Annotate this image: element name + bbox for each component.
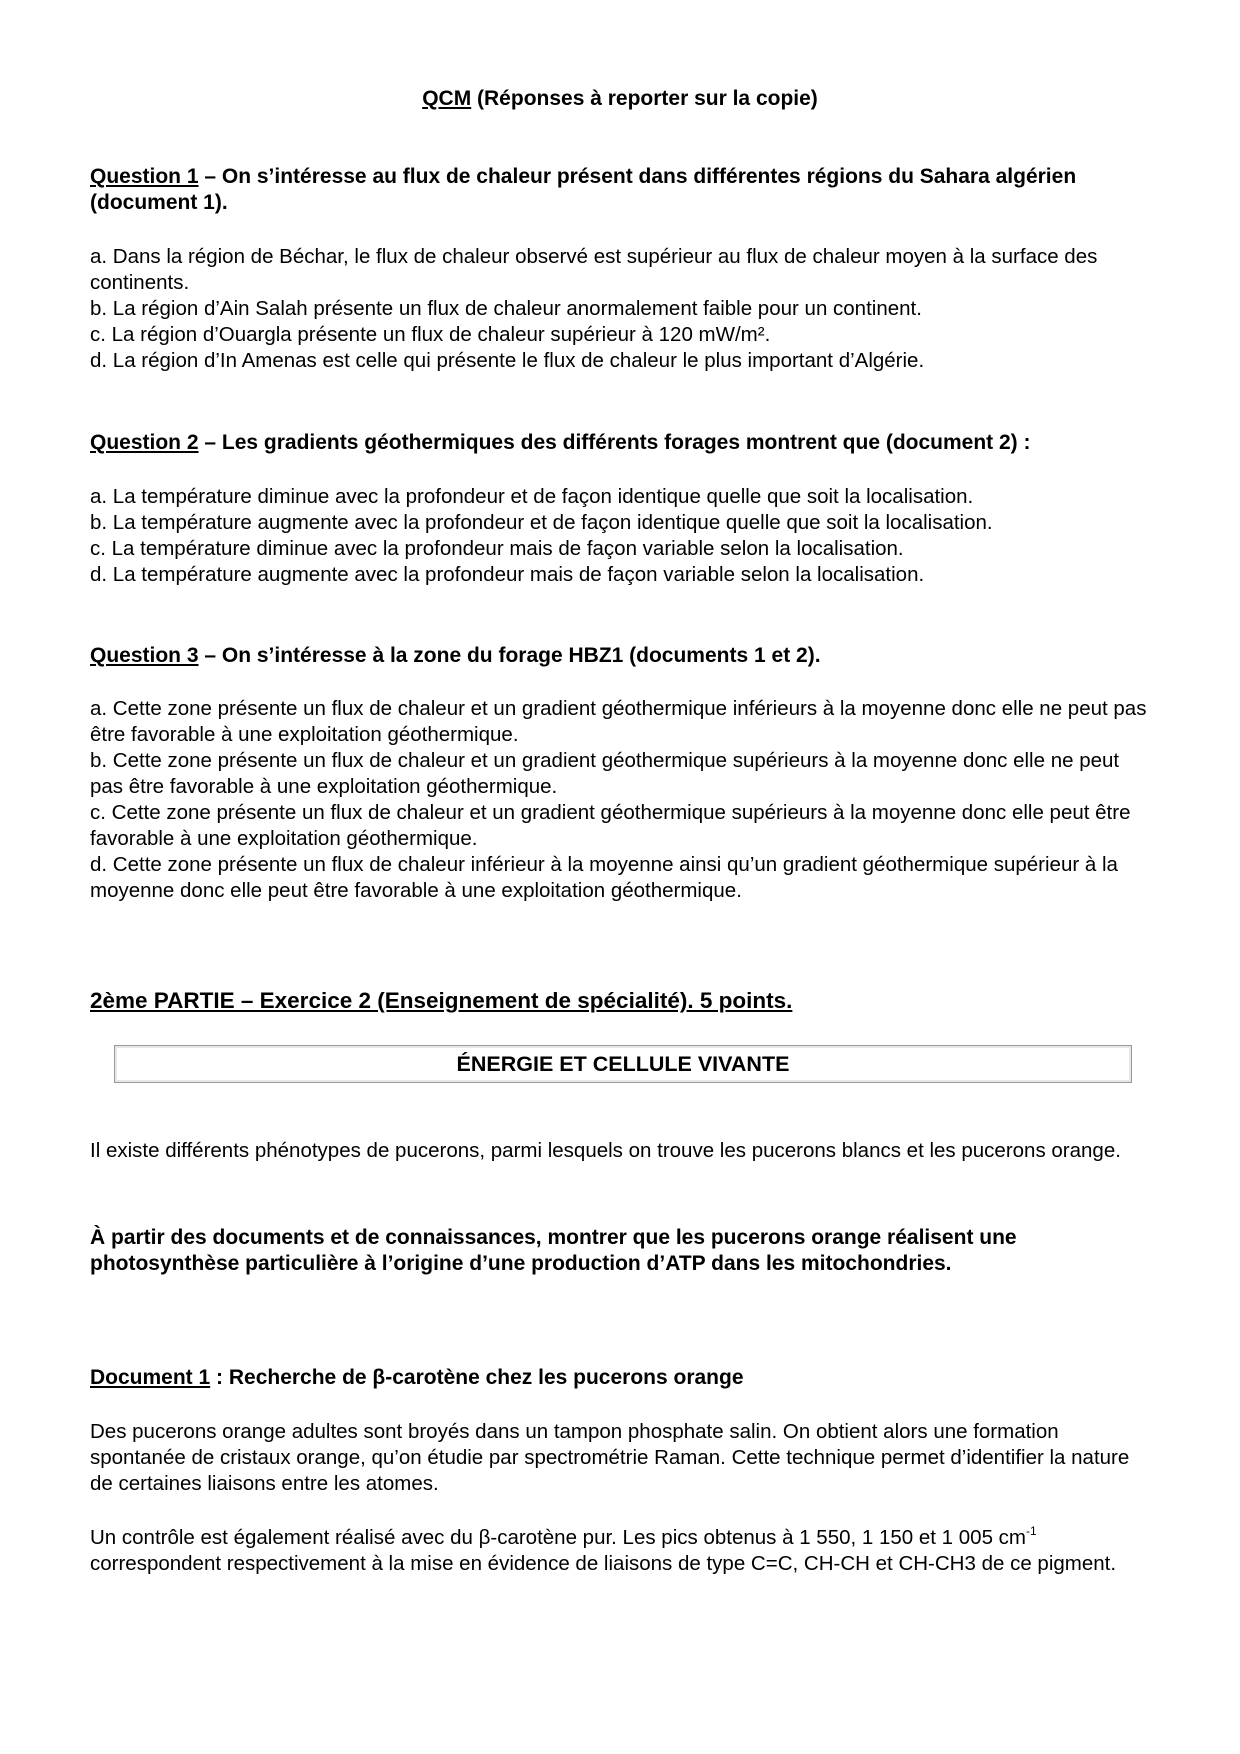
- question-label: Question 3: [90, 644, 199, 667]
- option-b: b. La température augmente avec la profondeur et de façon identique quelle que soit la localisation.: [90, 511, 993, 534]
- document1-para1: Des pucerons orange adultes sont broyés dans un tampon phosphate salin. On obtient alors une formation spontanée de cristaux orange, qu’on étudie par spectrométrie Raman. Cette technique permet d’identifier la nature de certaines liaisons entre les atomes.: [90, 1420, 1130, 1495]
- question-1: [90, 164, 1150, 216]
- para2-superscript: -1: [1026, 1524, 1037, 1538]
- option-b: b. La région d’Ain Salah présente un flux de chaleur anormalement faible pour un continent.: [90, 297, 922, 320]
- question-heading: [90, 164, 1150, 216]
- question-heading: [90, 430, 1150, 456]
- option-b: b. Cette zone présente un flux de chaleur et un gradient géothermique supérieurs à la moyenne donc elle ne peut pas être favorable à une exploitation géothermique.: [90, 749, 1120, 798]
- option-d: d. La région d’In Amenas est celle qui présente le flux de chaleur le plus important d’Algérie.: [90, 349, 925, 372]
- question-text: – On s’intéresse au flux de chaleur présent dans différentes régions du Sahara algérien (document 1).: [90, 165, 1077, 214]
- question-heading: [90, 643, 1150, 669]
- theme-box: ÉNERGIE ET CELLULE VIVANTE: [114, 1045, 1132, 1083]
- option-d: d. Cette zone présente un flux de chaleur inférieur à la moyenne ainsi qu’un gradient géothermique supérieur à la moyenne donc elle peut être favorable à une exploitation géothermique.: [90, 853, 1118, 902]
- qcm-label: QCM: [422, 87, 472, 110]
- question-3-options: [90, 696, 1150, 904]
- para2-text-start: Un contrôle est également réalisé avec du β-carotène pur. Les pics obtenus à 1 550, 1 150 et 1 005 cm: [90, 1526, 1027, 1549]
- question-1-options: [90, 244, 1150, 374]
- option-a: a. Cette zone présente un flux de chaleur et un gradient géothermique inférieurs à la moyenne donc elle ne peut pas être favorable à une exploitation géothermique.: [90, 697, 1147, 746]
- option-c: c. Cette zone présente un flux de chaleur et un gradient géothermique supérieurs à la moyenne donc elle peut être favorable à une exploitation géothermique.: [90, 801, 1131, 850]
- document1-para2: [90, 1525, 1150, 1577]
- document1-heading: [90, 1365, 1150, 1391]
- question-2-options: [90, 484, 1150, 588]
- qcm-instructions: (Réponses à reporter sur la copie): [471, 87, 818, 110]
- document1-label: Document 1: [90, 1366, 211, 1389]
- document1-title: : Recherche de β-carotène chez les pucerons orange: [210, 1366, 744, 1389]
- option-a: a. Dans la région de Béchar, le flux de chaleur observé est supérieur au flux de chaleur moyen à la surface des continents.: [90, 245, 1098, 294]
- question-3: [90, 643, 1150, 669]
- part2-title: 2ème PARTIE – Exercice 2 (Enseignement de spécialité). 5 points.: [90, 988, 793, 1013]
- qcm-title: [90, 86, 1150, 112]
- option-d: d. La température augmente avec la profondeur mais de façon variable selon la localisation.: [90, 563, 925, 586]
- option-c: c. La région d’Ouargla présente un flux de chaleur supérieur à 120 mW/m².: [90, 323, 771, 346]
- question-2: [90, 430, 1150, 456]
- part2-intro: Il existe différents phénotypes de pucerons, parmi lesquels on trouve les pucerons blancs et les pucerons orange.: [90, 1139, 1121, 1162]
- option-a: a. La température diminue avec la profondeur et de façon identique quelle que soit la localisation.: [90, 485, 974, 508]
- question-text: – On s’intéresse à la zone du forage HBZ1 (documents 1 et 2).: [198, 644, 821, 667]
- option-c: c. La température diminue avec la profondeur mais de façon variable selon la localisation.: [90, 537, 904, 560]
- question-label: Question 2: [90, 431, 199, 454]
- para2-text-end: correspondent respectivement à la mise en évidence de liaisons de type C=C, CH-CH et CH-CH3 de ce pigment.: [90, 1552, 1117, 1575]
- part2-task: À partir des documents et de connaissances, montrer que les pucerons orange réalisent une photosynthèse particulière à l’origine d’une production d’ATP dans les mitochondries.: [90, 1226, 1017, 1275]
- question-label: Question 1: [90, 165, 199, 188]
- question-text: – Les gradients géothermiques des différents forages montrent que (document 2) :: [198, 431, 1031, 454]
